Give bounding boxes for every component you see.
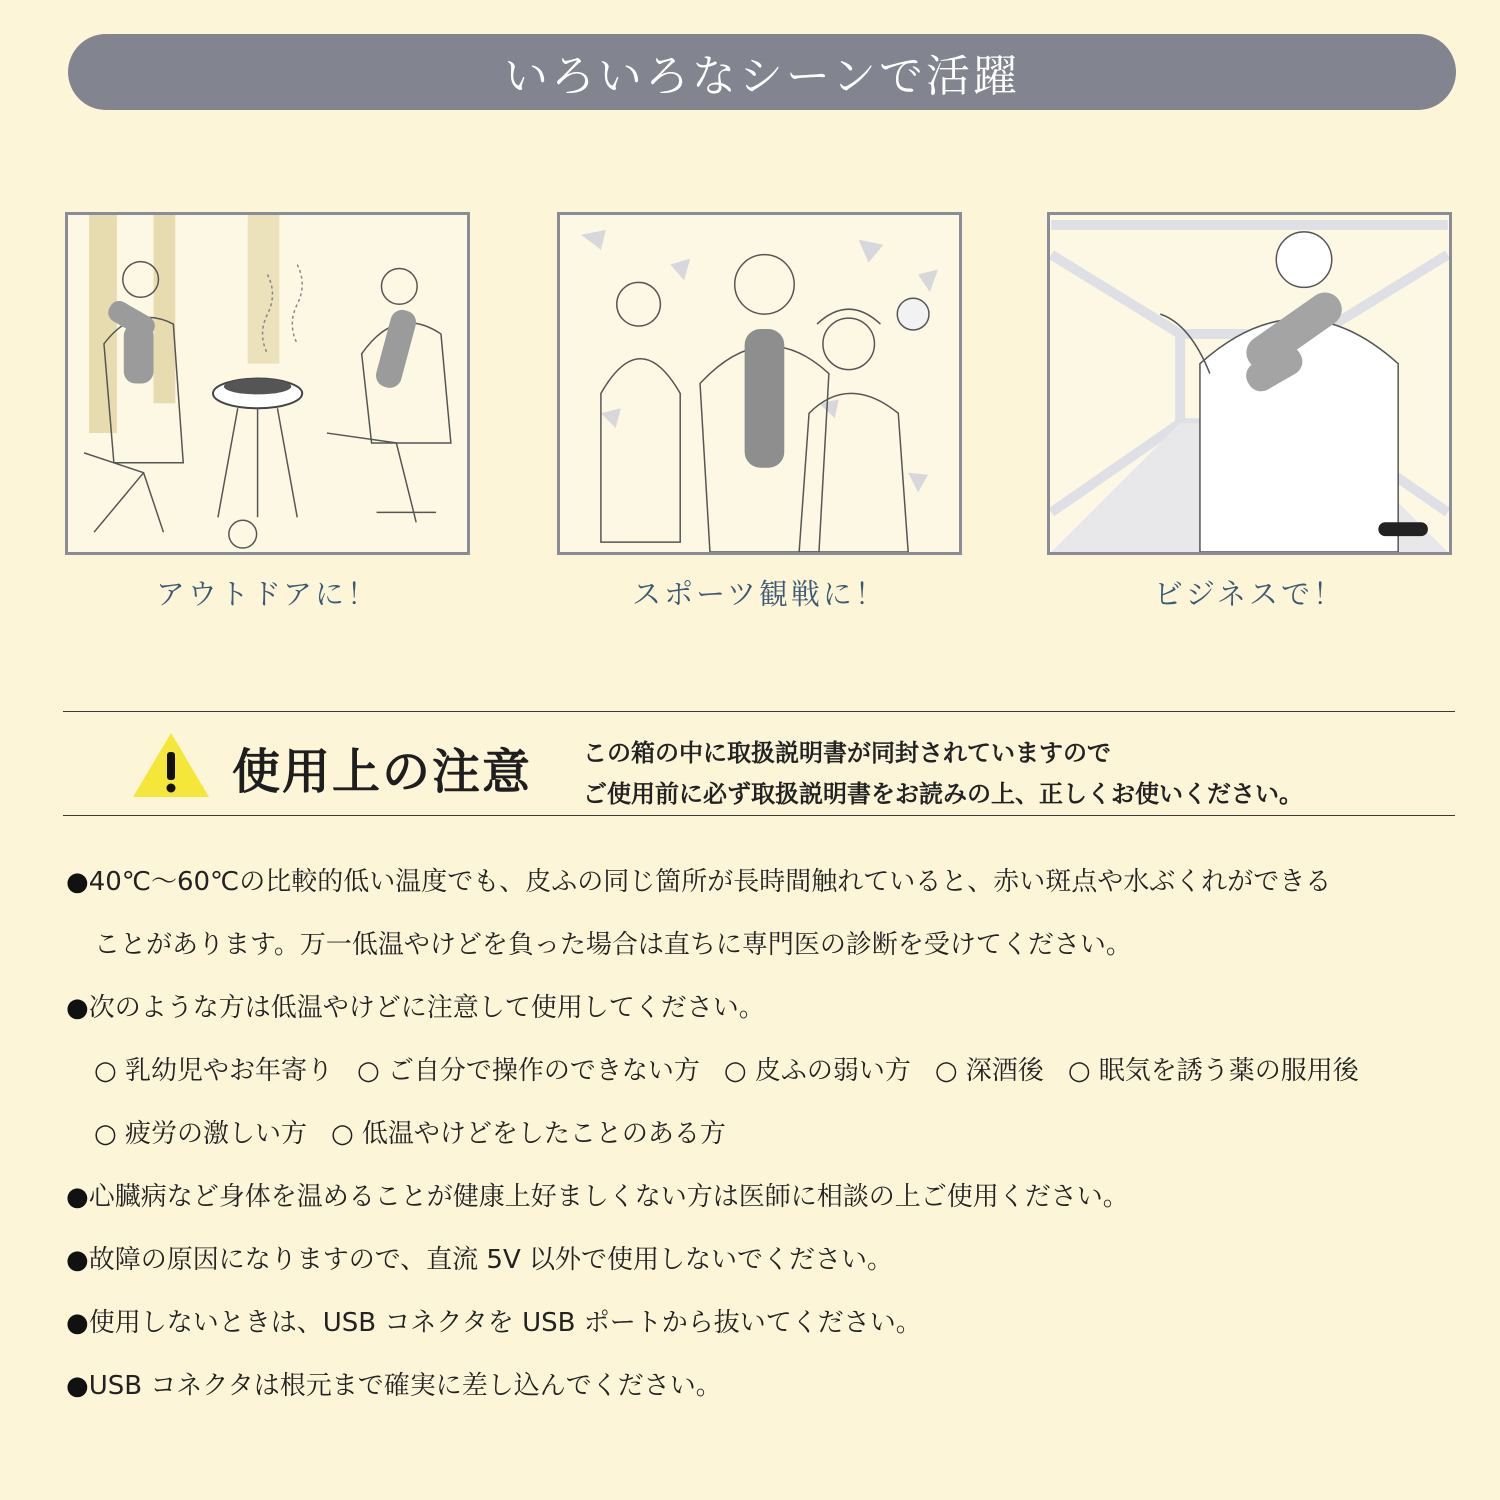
bullet-mark: ● [66, 867, 89, 897]
bullet-mark: ● [66, 1245, 89, 1275]
caution-options-row [66, 1051, 1466, 1114]
caution-option: ○ 皮ふの弱い方 [723, 1056, 911, 1086]
banner-title: いろいろなシーンで活躍 [503, 51, 1021, 102]
caution-text: 心臓病など身体を温めることが健康上好ましくない方は医師に相談の上ご使用ください。 [88, 1182, 1129, 1212]
divider-top [63, 711, 1455, 712]
caution-text: 使用しないときは、USB コネクタを USB ポートから抜いてください。 [88, 1308, 922, 1338]
scene-illustration-sports [557, 212, 962, 555]
bullet-mark: ● [66, 1371, 89, 1401]
caution-text: ことがあります。万一低温やけどを負った場合は直ちに専門医の診断を受けてください。 [94, 930, 1132, 960]
warning-icon [131, 730, 211, 800]
scene-illustration-outdoor [65, 212, 470, 555]
scene-caption-outdoor: アウトドアに！ [155, 577, 380, 611]
bullet-mark: ● [66, 1308, 89, 1338]
bullet-mark: ● [66, 993, 89, 1023]
caution-text: 故障の原因になりますので、直流 5V 以外で使用しないでください。 [88, 1245, 894, 1275]
caution-option: ○ 眠気を誘う薬の服用後 [1067, 1056, 1359, 1086]
caution-list [66, 862, 1466, 1429]
notice-title: 使用上の注意 [232, 744, 533, 800]
caution-text: 次のような方は低温やけどに注意して使用してください。 [88, 993, 765, 1023]
scene-caption-business: ビジネスで！ [1153, 577, 1346, 611]
caution-option: ○ 低温やけどをしたことのある方 [330, 1119, 726, 1149]
caution-option: ○ 深酒後 [934, 1056, 1044, 1086]
caution-options-row [66, 1114, 1466, 1177]
caution-item [66, 1366, 1466, 1429]
caution-option: ○ 疲労の激しい方 [94, 1119, 307, 1149]
caution-text: 40℃～60℃の比較的低い温度でも、皮ふの同じ箇所が長時間触れていると、赤い斑点や水ぶくれができる [88, 867, 1332, 897]
scene-illustration-business [1047, 212, 1452, 555]
bullet-mark: ● [66, 1182, 89, 1212]
notice-description [583, 733, 1443, 815]
caution-item [66, 862, 1466, 925]
caution-option: ○ 乳幼児やお年寄り [94, 1056, 333, 1086]
caution-option: ○ ご自分で操作のできない方 [356, 1056, 700, 1086]
caution-item-continued [66, 925, 1466, 988]
scene-caption-sports: スポーツ観戦に！ [632, 577, 887, 611]
divider-bottom [63, 815, 1455, 816]
notice-description-line-1: この箱の中に取扱説明書が同封されていますので [583, 739, 1111, 767]
notice-description-line-2: ご使用前に必ず取扱説明書をお読みの上、正しくお使いください。 [583, 780, 1303, 808]
sports-illustration [560, 215, 959, 552]
caution-text: USB コネクタは根元まで確実に差し込んでください。 [88, 1371, 722, 1401]
business-illustration [1050, 215, 1449, 552]
caution-item [66, 1303, 1466, 1366]
caution-item [66, 988, 1466, 1051]
caution-item [66, 1240, 1466, 1303]
outdoor-illustration [68, 215, 467, 552]
section-banner [68, 34, 1456, 110]
caution-item [66, 1177, 1466, 1240]
